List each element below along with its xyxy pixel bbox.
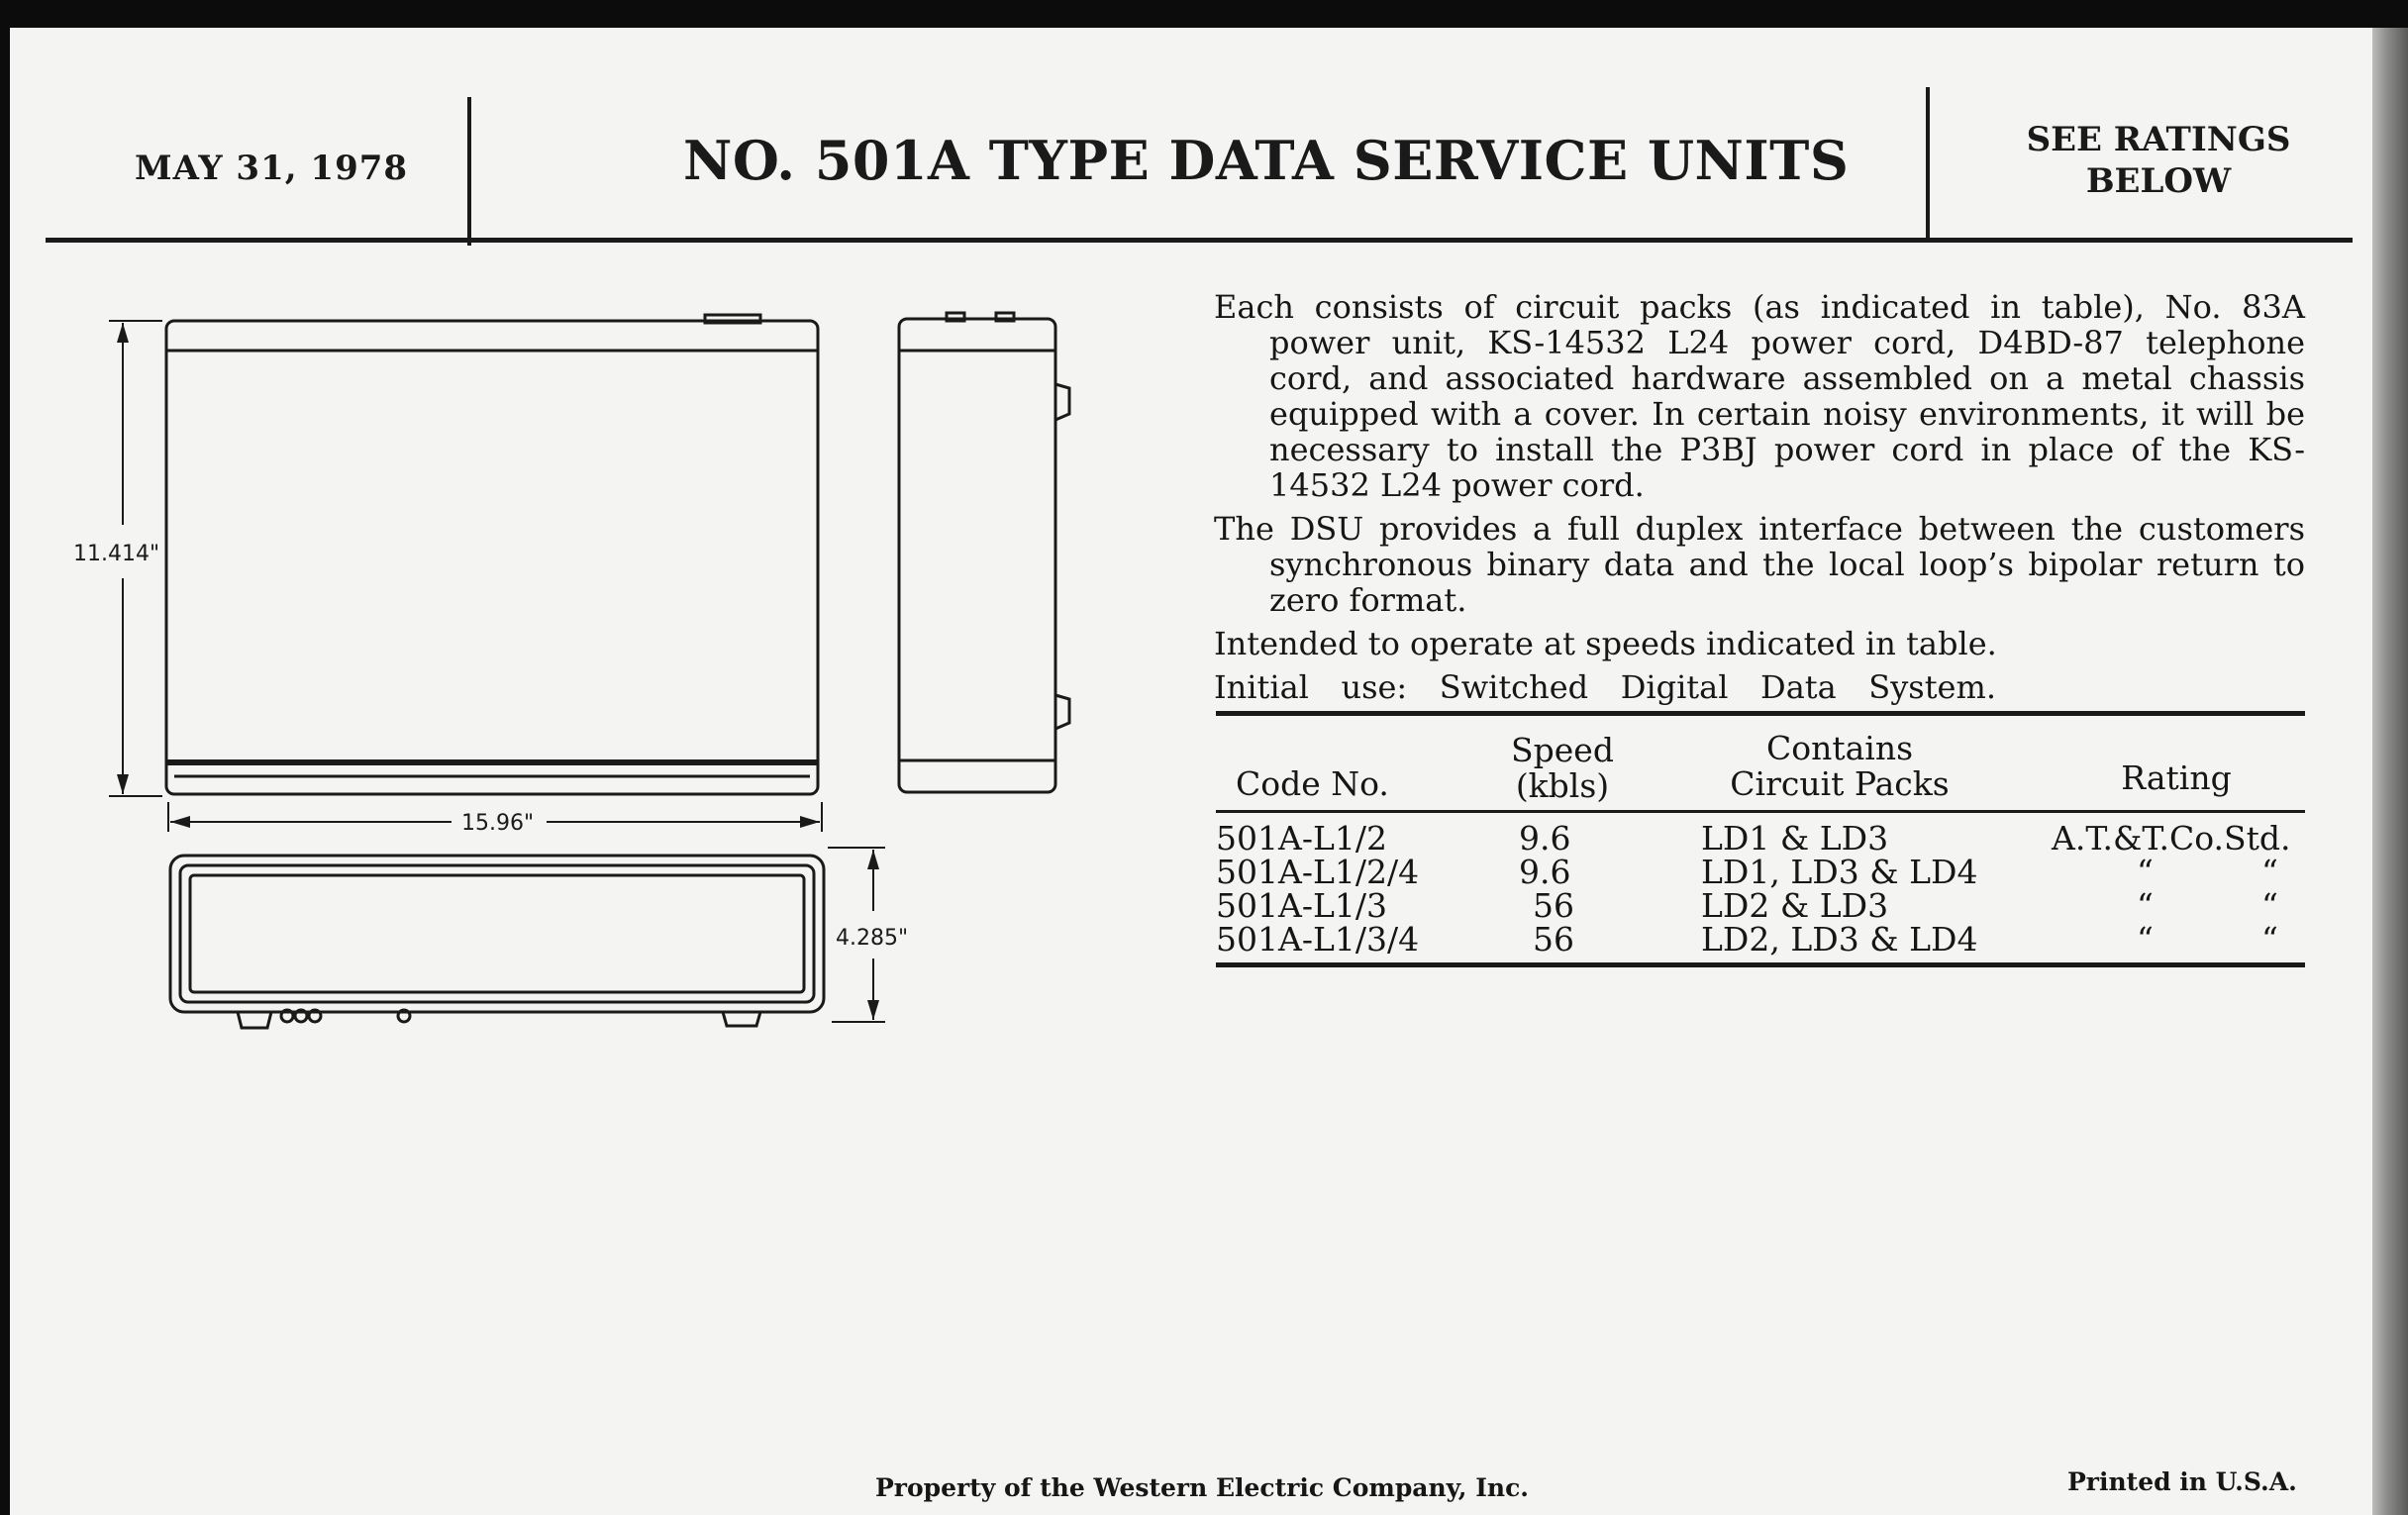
description-interface: The DSU provides a full duplex interface between the customers synchronous binary data and the local loop’s bipolar return to zero format. [1214, 510, 2305, 619]
printed-notice: Printed in U.S.A. [2067, 1467, 2297, 1496]
description-initial-use [1214, 669, 2305, 705]
cell-rating-ditto: “ [2261, 886, 2278, 925]
col-header-rating: Rating [2121, 758, 2232, 797]
cell-speed: 56 [1533, 886, 1574, 925]
col-header-code: Code No. [1236, 764, 1389, 803]
cell-code: 501A-L1/3 [1216, 886, 1387, 925]
cell-speed: 9.6 [1519, 853, 1571, 891]
cell-code: 501A-L1/2/4 [1216, 853, 1420, 891]
issue-date: MAY 31, 1978 [135, 149, 409, 188]
cell-packs: LD2 & LD3 [1701, 886, 1889, 925]
cell-code: 501A-L1/2 [1216, 819, 1387, 858]
table-row [1216, 886, 2305, 925]
table-row [1216, 920, 2305, 959]
table-header-rule [1216, 810, 2305, 813]
top-view-body [170, 856, 824, 1012]
cell-rating: “ [2137, 920, 2154, 959]
table-row [1216, 853, 2305, 891]
initial-word: use: [1341, 668, 1408, 706]
table-row [1216, 819, 2305, 858]
initial-word: Data [1760, 668, 1837, 706]
depth-dimension-label: 4.285" [836, 926, 909, 951]
ratings-line-1: SEE RATINGS [2026, 120, 2291, 159]
ratings-note [1970, 119, 2347, 202]
cell-packs: LD2, LD3 & LD4 [1701, 920, 1978, 959]
initial-word: Switched [1439, 668, 1589, 706]
col-header-speed-line1: Speed [1511, 731, 1614, 769]
initial-word: Digital [1620, 668, 1729, 706]
cell-packs: LD1, LD3 & LD4 [1701, 853, 1978, 891]
page-title: NO. 501A TYPE DATA SERVICE UNITS [683, 129, 1850, 192]
side-view-body [899, 319, 1055, 792]
col-header-speed-line2: (kbls) [1515, 766, 1610, 805]
description-speeds: Intended to operate at speeds indicated in table. [1214, 625, 1997, 662]
col-header-speed [1483, 733, 1642, 804]
description [1214, 289, 2305, 713]
header-divider-right [1926, 87, 1930, 238]
cell-rating: A.T.&T.Co.Std. [2052, 819, 2291, 858]
table-bottom-rule [1216, 962, 2305, 967]
cell-rating-ditto: “ [2261, 920, 2278, 959]
ratings-line-2: BELOW [2085, 161, 2232, 201]
table-top-rule [1216, 711, 2305, 716]
cell-packs: LD1 & LD3 [1701, 819, 1889, 858]
cell-rating-ditto: “ [2261, 853, 2278, 891]
width-dimension-label: 15.96" [461, 811, 535, 836]
property-notice: Property of the Western Electric Company, Inc. [875, 1473, 1530, 1502]
unit-drawing [0, 0, 1109, 1089]
cell-rating: “ [2137, 886, 2154, 925]
col-header-contains-line1: Contains [1765, 729, 1914, 767]
height-dimension-label: 11.414" [73, 542, 160, 566]
initial-word: System. [1868, 668, 1996, 706]
cell-speed: 56 [1533, 920, 1574, 959]
cell-code: 501A-L1/3/4 [1216, 920, 1420, 959]
description-components: Each consists of circuit packs (as indicated in table), No. 83A power unit, KS-14532 L24 power cord, D4BD-87 telephone cord, and associated hardware assembled on a metal chassis equipped with a cover. In certain noisy environments, it will be necessary to install the P3BJ power cord in place of the KS-14532 L24 power cord. [1214, 288, 2305, 504]
initial-word: Initial [1214, 668, 1309, 706]
col-header-contains-line2: Circuit Packs [1730, 764, 1950, 803]
front-view-body [166, 321, 818, 794]
cell-rating: “ [2137, 853, 2154, 891]
cell-speed: 9.6 [1519, 819, 1571, 858]
col-header-contains [1671, 731, 2008, 802]
page-edge [2372, 28, 2408, 1515]
